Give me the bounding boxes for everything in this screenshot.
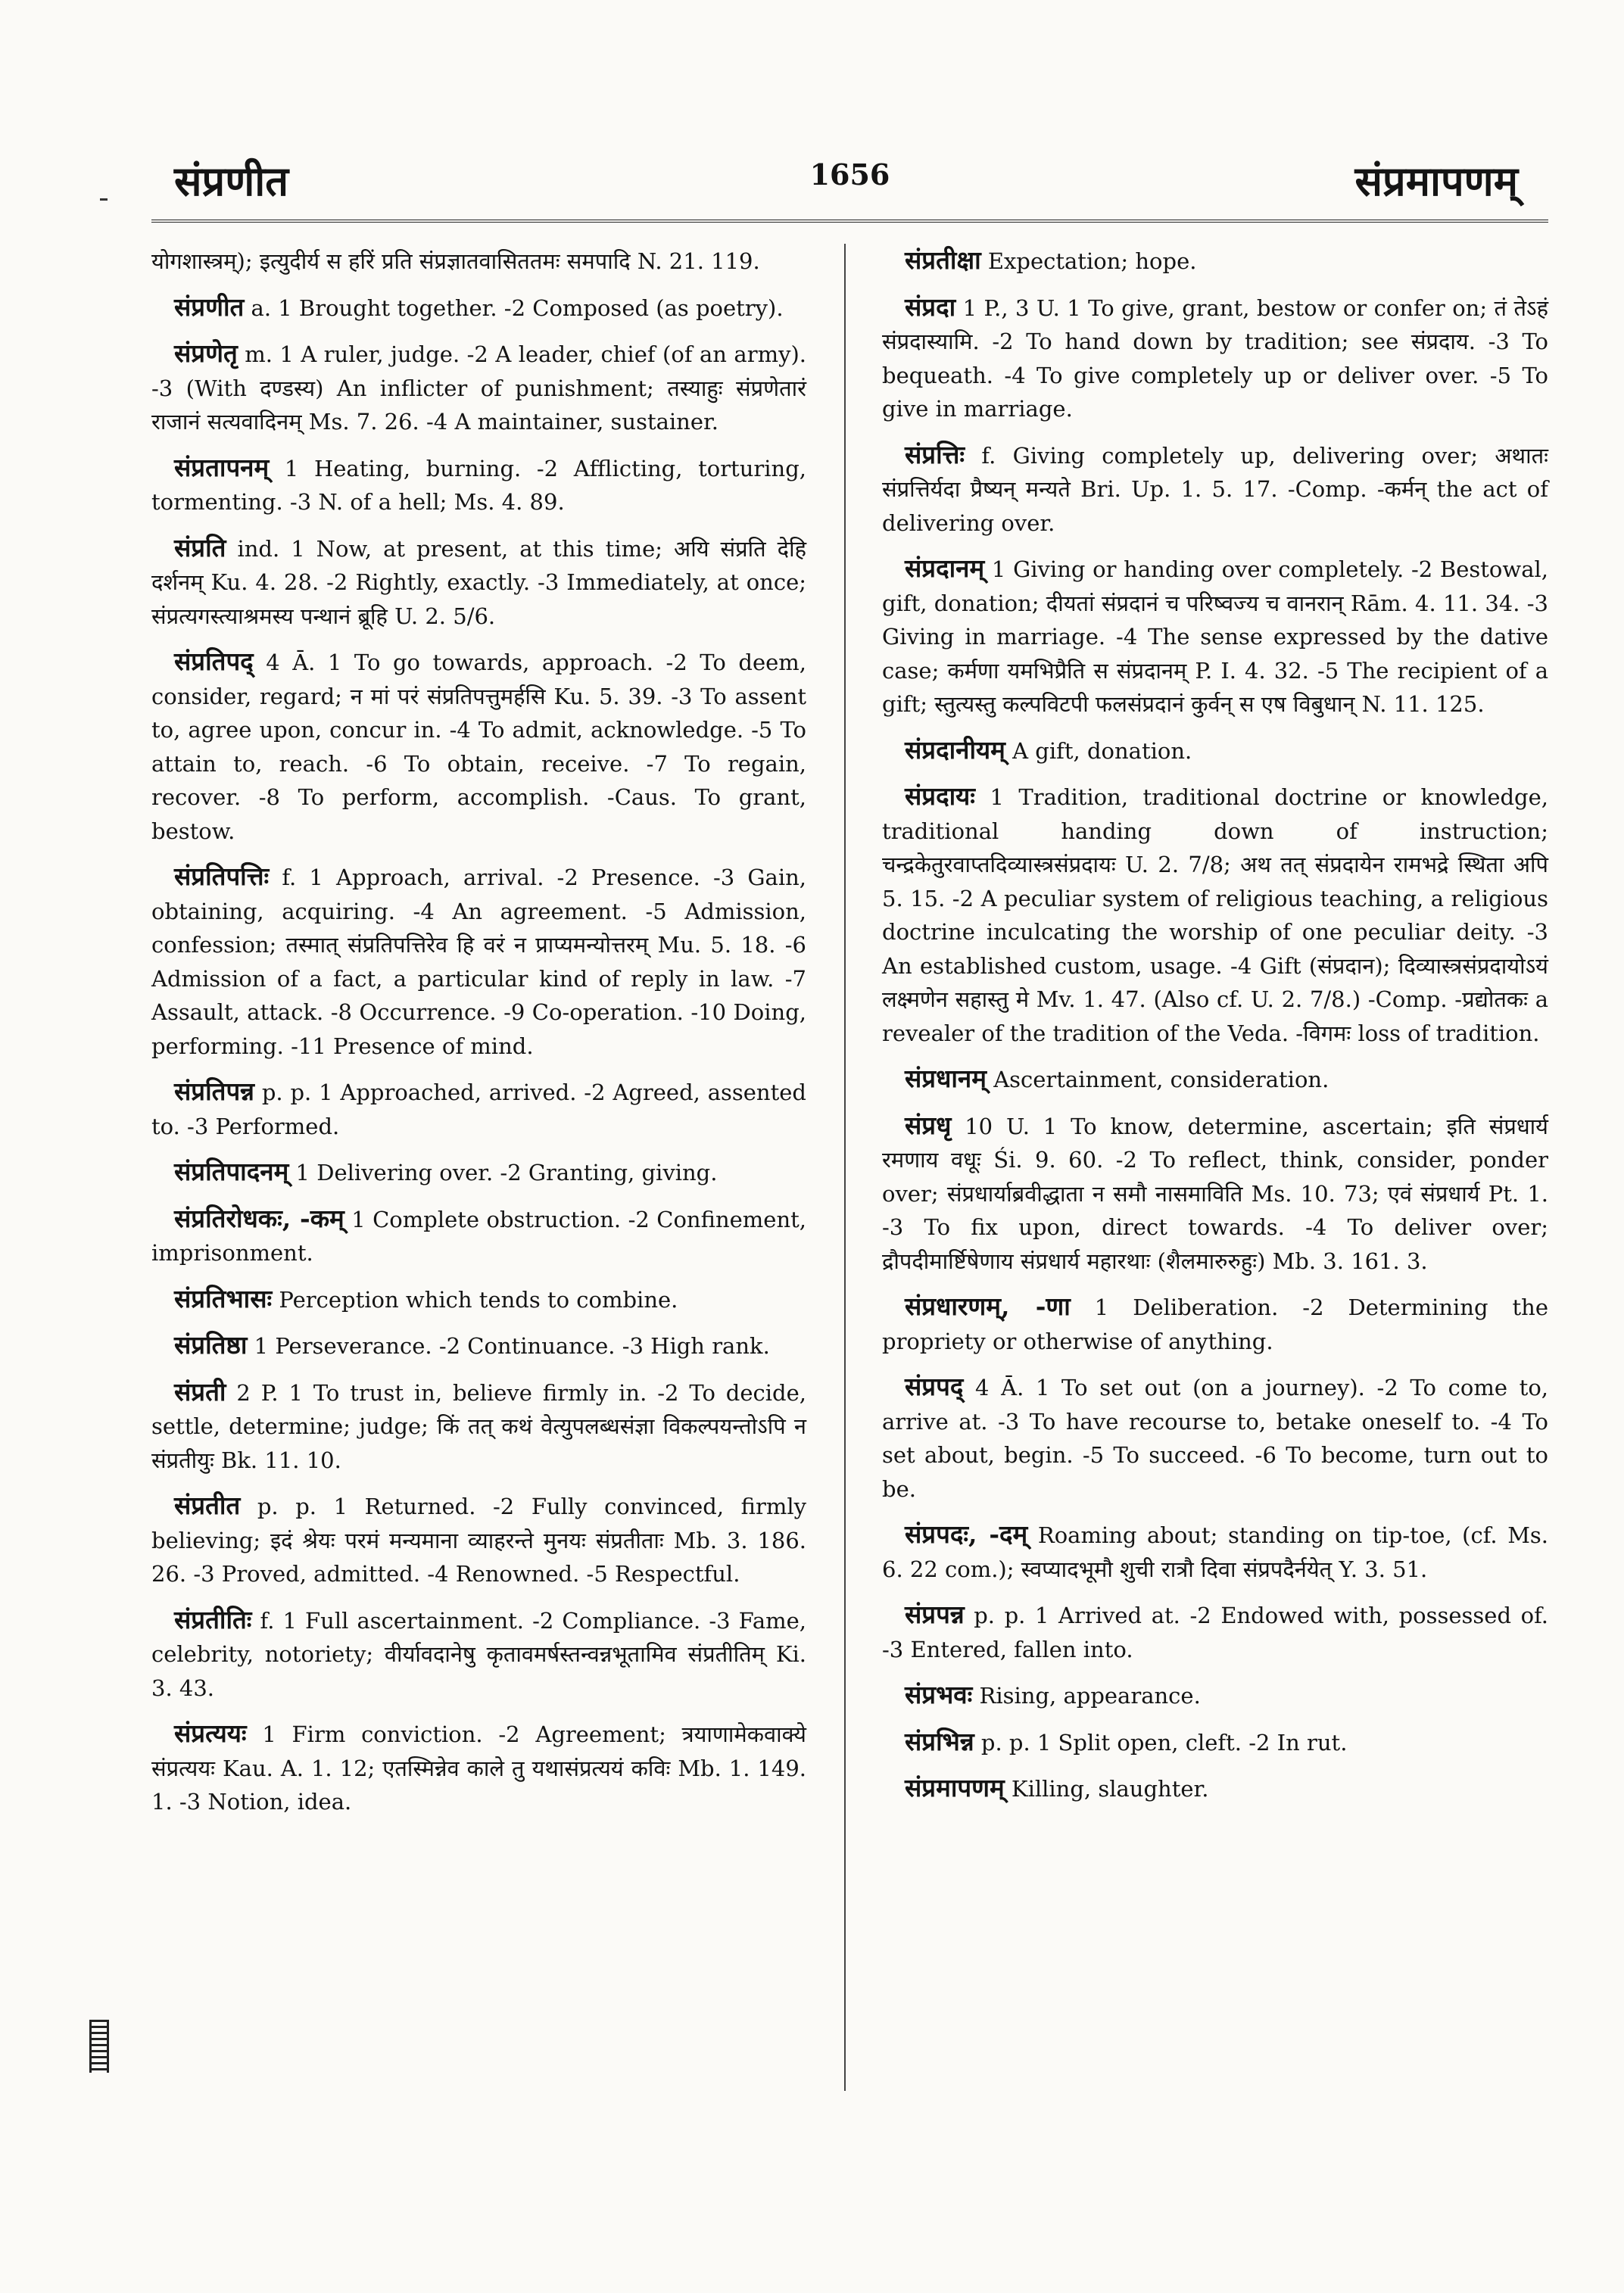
entry-headword: संप्रत्तिः	[905, 439, 965, 469]
entry-headword: संप्रपद्	[905, 1372, 964, 1401]
dictionary-entry	[882, 1678, 1548, 1713]
entry-headword: संप्रतीक्षा	[905, 245, 981, 275]
entry-definition: f. 1 Approach, arrival. -2 Presence. -3 Gain, obtaining, acquiring. -4 An agreement. -5 Admission, confession; तस्मात् संप्रतिपत्तिरेव हि वरं न प्राप्यमन्योत्तरम् Mu. 5. 18. -6 Admission of a fact, a particular kind of reply in law. -7 Assault, attack. -8 Occurrence. -9 Co-operation. -10 Doing, performing. -11 Presence of mind.	[151, 865, 806, 1059]
entry-definition: A gift, donation.	[1005, 737, 1192, 764]
dictionary-entry	[151, 337, 806, 439]
dictionary-entry	[882, 552, 1548, 721]
entry-headword: संप्रती	[174, 1376, 226, 1407]
entry-definition: f. 1 Full ascertainment. -2 Compliance. -3 Fame, celebrity, notoriety; वीर्यावदानेषु कृतावमर्षस्तन्वन्नभूतामिव संप्रतीतिम् Ki. 3. 43.	[151, 1607, 806, 1701]
entry-definition: 1 Firm conviction. -2 Agreement; त्रयाणामेकवाक्ये संप्रत्ययः Kau. A. 1. 12; एतस्मिन्नेव काले तु यथासंप्रत्ययं कविः Mb. 1. 149. 1. -3 Notion, idea.	[151, 1721, 806, 1815]
entry-headword: संप्रदा	[905, 291, 956, 322]
dictionary-entry	[882, 244, 1548, 279]
binding-mark	[89, 2020, 109, 2073]
entry-headword: संप्रति	[174, 532, 226, 562]
dictionary-entry	[151, 1603, 806, 1706]
dictionary-entry	[151, 1489, 806, 1591]
dictionary-entry	[151, 1717, 806, 1819]
dictionary-entry	[882, 291, 1548, 426]
entry-headword: संप्रतिपद्	[174, 646, 254, 676]
dictionary-entry	[151, 1202, 806, 1270]
entry-definition: 4 Ā. 1 To go towards, approach. -2 To deem, consider, regard; न मां परं संप्रतिपत्तुमर्हसि Ku. 5. 39. -3 To assent to, agree upon, concur in. -4 To admit, acknowledge. -5 To attain to, reach. -6 To obtain, receive. -7 To regain, recover. -8 To perform, accomplish. -Caus. To grant, bestow.	[151, 650, 806, 844]
dictionary-entry	[882, 1370, 1548, 1506]
entry-headword: संप्रतिपादनम्	[174, 1157, 289, 1186]
entry-headword: संप्रदानीयम्	[905, 734, 1005, 765]
entry-headword: संप्रपन्न	[905, 1600, 965, 1629]
entry-definition: p. p. 1 Returned. -2 Fully convinced, firmly believing; इदं श्रेयः परमं मन्यमाना व्याहरन्ते मुनयः संप्रतीताः Mb. 3. 186. 26. -3 Proved, admitted. -4 Renowned. -5 Respectful.	[151, 1494, 806, 1587]
entry-headword: संप्रतिपन्न	[174, 1076, 254, 1106]
entry-headword: संप्रमापणम्	[905, 1773, 1005, 1802]
entry-headword: संप्रतीत	[174, 1491, 241, 1520]
entry-headword: संप्रधारणम्, -णा	[905, 1291, 1071, 1321]
dictionary-entry	[151, 244, 806, 279]
entry-headword: संप्रधृ	[905, 1110, 952, 1140]
dictionary-entry	[882, 1109, 1548, 1279]
dictionary-entry	[882, 1062, 1548, 1097]
margin-tick	[100, 198, 108, 201]
entry-definition: Perception which tends to combine.	[272, 1286, 678, 1313]
entry-headword: संप्रतिरोधकः, -कम्	[174, 1203, 344, 1233]
entry-headword: संप्रपदः, -दम्	[905, 1519, 1028, 1549]
right-column	[882, 244, 1548, 2232]
dictionary-entry	[151, 1155, 806, 1190]
dictionary-entry	[882, 1598, 1548, 1666]
page-number: 1656	[809, 157, 890, 192]
entry-definition: 1 Heating, burning. -2 Afflicting, torturing, tormenting. -3 N. of a hell; Ms. 4. 89.	[151, 455, 806, 515]
entry-definition: 1 Perseverance. -2 Continuance. -3 High rank.	[247, 1333, 770, 1359]
dictionary-entry	[882, 438, 1548, 541]
entry-definition: 2 P. 1 To trust in, believe firmly in. -2 To decide, settle, determine; judge; किं तत् कथं वेत्युपलब्धसंज्ञा विकल्पयन्तोऽपि न संप्रतीयुः Bk. 11. 10.	[151, 1379, 806, 1473]
dictionary-entry	[151, 860, 806, 1063]
entry-headword: संप्रतापनम्	[174, 452, 270, 482]
entry-definition: ind. 1 Now, at present, at this time; अयि संप्रति देहि दर्शनम् Ku. 4. 28. -2 Rightly, exactly. -3 Immediately, at once; संप्रत्यगस्त्याश्रमस्य पन्थानं ब्रूहि U. 2. 5/6.	[151, 535, 806, 629]
entry-headword: संप्रतिभासः	[174, 1283, 273, 1313]
entry-definition: 4 Ā. 1 To set out (on a journey). -2 To come to, arrive at. -3 To have recourse to, betake oneself to. -4 To set about, begin. -5 To succeed. -6 To become, turn out to be.	[882, 1375, 1548, 1502]
entry-headword: संप्रतिष्ठा	[174, 1330, 248, 1360]
right-guide-word: संप्रमापणम्	[1354, 157, 1518, 205]
entry-headword: संप्रधानम्	[905, 1064, 987, 1093]
entry-definition: 1 Deliberation. -2 Determining the propriety or otherwise of anything.	[882, 1294, 1548, 1354]
dictionary-entry	[151, 1375, 806, 1478]
entry-definition: Rising, appearance.	[972, 1683, 1201, 1709]
entry-headword: संप्रभिन्न	[905, 1726, 974, 1756]
entry-headword: संप्रदानम्	[905, 553, 985, 583]
entry-definition: Killing, slaughter.	[1004, 1776, 1209, 1802]
entry-definition: p. p. 1 Arrived at. -2 Endowed with, possessed of. -3 Entered, fallen into.	[882, 1603, 1548, 1662]
entry-headword: संप्रत्ययः	[174, 1718, 247, 1748]
dictionary-entry	[151, 1329, 806, 1363]
entry-headword: संप्रदायः	[905, 781, 975, 811]
entry-definition: p. p. 1 Split open, cleft. -2 In rut.	[974, 1729, 1348, 1756]
column-divider	[844, 244, 846, 2091]
dictionary-entry	[882, 1290, 1548, 1358]
entry-headword: संप्रतीतिः	[174, 1604, 252, 1634]
left-guide-word: संप्रणीत	[174, 157, 289, 205]
entry-headword: संप्रतिपत्तिः	[174, 861, 270, 891]
entry-headword: संप्रणीत	[174, 291, 245, 322]
entry-definition: 1 Tradition, traditional doctrine or knowledge, traditional handing down of instruction; चन्द्रकेतुरवाप्तदिव्यास्त्रसंप्रदायः U. 2. 7/8; अथ तत् संप्रदायेन रामभद्रे स्थिता अपि 5. 15. -2 A peculiar system of religious teaching, a religious doctrine inculcating the worship of one peculiar deity. -3 An established custom, usage. -4 Gift (संप्रदान); दिव्यास्त्रसंप्रदायोऽयं लक्ष्मणेन सहास्तु मे Mv. 1. 47. (Also cf. U. 2. 7/8.) -Comp. -प्रद्योतकः a revealer of the tradition of the Veda. -विगमः loss of tradition.	[882, 784, 1548, 1046]
entry-headword: संप्रभवः	[905, 1680, 973, 1709]
page-header	[151, 144, 1548, 212]
dictionary-entry	[882, 734, 1548, 768]
dictionary-entry	[151, 451, 806, 519]
entry-definition: योगशास्त्रम्); इत्युदीर्य स हरिं प्रति संप्रज्ञातवासिततमः समपादि N. 21. 119.	[151, 248, 760, 274]
entry-definition: Expectation; hope.	[980, 248, 1197, 274]
entry-definition: 1 Giving or handing over completely. -2 Bestowal, gift, donation; दीयतां संप्रदानं च परिष्वज्य च वानरान् Rām. 4. 11. 34. -3 Giving in marriage. -4 The sense expressed by the dative case; कर्मणा यमभिप्रैति स संप्रदानम् P. I. 4. 32. -5 The recipient of a gift; स्तुत्यस्तु कल्पविटपी फलसंप्रदानं कुर्वन् स एष विबुधान् N. 11. 125.	[882, 556, 1548, 717]
dictionary-entry	[151, 291, 806, 326]
left-column	[151, 244, 806, 2232]
entry-definition: a. 1 Brought together. -2 Composed (as poetry).	[244, 294, 784, 321]
dictionary-entry	[151, 645, 806, 848]
entry-definition: 1 Complete obstruction. -2 Confinement, imprisonment.	[151, 1206, 807, 1266]
entry-definition: 10 U. 1 To know, determine, ascertain; इति संप्रधार्य रमणाय वधूः Śi. 9. 60. -2 To reflect, think, consider, ponder over; संप्रधार्याब्रवीद्धाता न समौ नासमाविति Ms. 10. 73; एवं संप्रधार्य Pt. 1. -3 To fix upon, direct towards. -4 To deliver over; द्रौपदीमार्ष्टिषेणाय संप्रधार्य महारथाः (शैलमारुरुहुः) Mb. 3. 161. 3.	[882, 1113, 1548, 1274]
dictionary-entry	[151, 531, 806, 634]
entry-definition: m. 1 A ruler, judge. -2 A leader, chief (of an army). -3 (With दण्डस्य) An inflicter of punishment; तस्याहुः संप्रणेतारं राजानं सत्यवादिनम् Ms. 7. 26. -4 A maintainer, sustainer.	[151, 341, 806, 435]
entry-definition: Ascertainment, consideration.	[986, 1067, 1329, 1092]
dictionary-entry	[882, 1518, 1548, 1586]
dictionary-entry	[882, 1725, 1548, 1760]
entry-definition: p. p. 1 Approached, arrived. -2 Agreed, assented to. -3 Performed.	[151, 1080, 806, 1139]
entry-headword: संप्रणेतृ	[174, 338, 238, 368]
dictionary-entry	[151, 1075, 806, 1143]
header-rule	[151, 220, 1548, 223]
entry-definition: 1 P., 3 U. 1 To give, grant, bestow or confer on; तं तेऽहं संप्रदास्यामि. -2 To hand down by tradition; see संप्रदाय. -3 To bequeath. -4 To give completely up or deliver over. -5 To give in marriage.	[882, 294, 1548, 422]
dictionary-entry	[151, 1282, 806, 1317]
entry-definition: 1 Delivering over. -2 Granting, giving.	[288, 1160, 718, 1185]
dictionary-entry	[882, 780, 1548, 1050]
entry-definition: f. Giving completely up, delivering over; अथातः संप्रत्तिर्यदा प्रैष्यन् मन्यते Bri. Up. 1. 5. 17. -Comp. -कर्मन् the act of delivering over.	[882, 442, 1548, 536]
entry-definition: Roaming about; standing on tip-toe, (cf. Ms. 6. 22 com.); स्वप्यादभूमौ शुची रात्रौ दिवा संप्रपदैर्नयेत् Y. 3. 51.	[882, 1522, 1548, 1582]
dictionary-entry	[882, 1771, 1548, 1806]
